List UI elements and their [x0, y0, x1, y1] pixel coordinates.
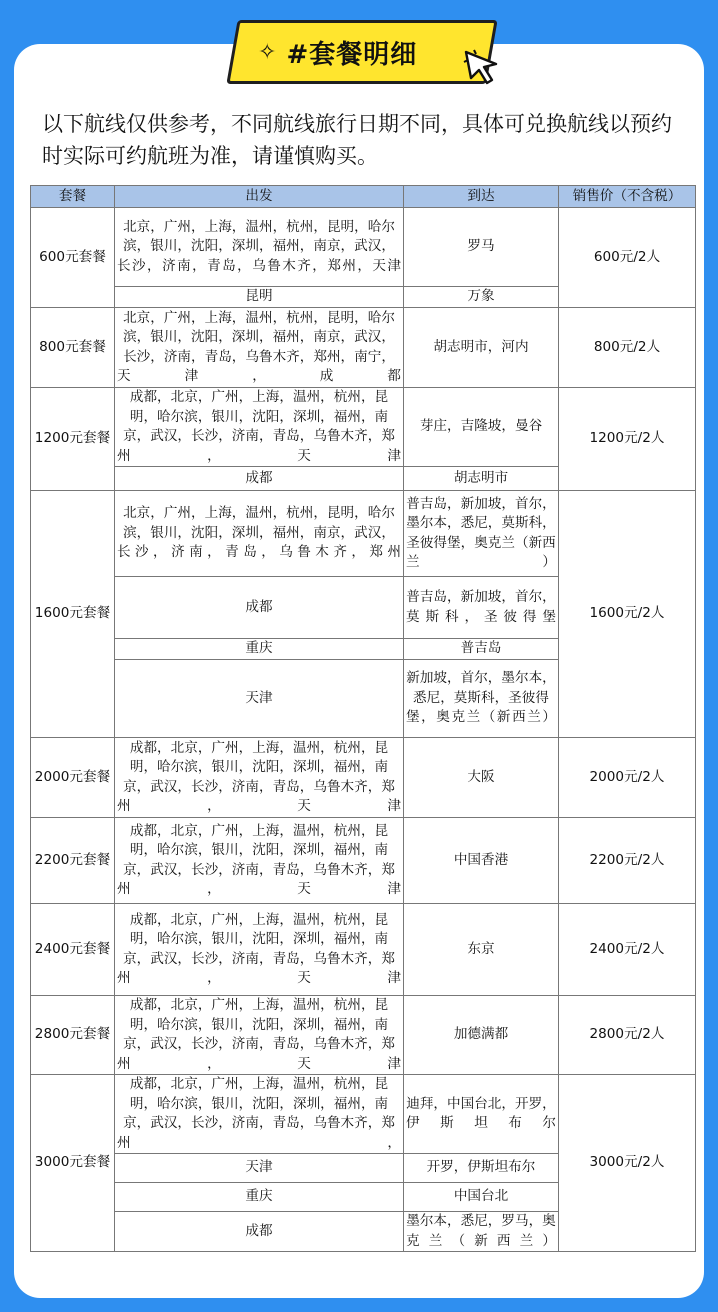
departure-cities: 北京，广州，上海，温州，杭州，昆明，哈尔滨，银川，沈阳，深圳，福州，南京，武汉，长沙，济南，青岛，乌鲁木齐，郑州，天津 [115, 208, 404, 287]
section-title: #套餐明细 [286, 39, 418, 70]
package-name: 2800元套餐 [31, 996, 115, 1075]
package-name: 2000元套餐 [31, 738, 115, 818]
package-price: 800元/2人 [559, 308, 696, 388]
package-price: 1600元/2人 [559, 491, 696, 738]
arrival-cities: 东京 [404, 904, 559, 996]
departure-cities: 成都，北京，广州，上海，温州，杭州，昆明，哈尔滨，银川，沈阳，深圳，福州，南京，武汉，长沙，济南，青岛，乌鲁木齐，郑州，天津 [115, 818, 404, 904]
package-name: 3000元套餐 [31, 1075, 115, 1252]
section-tag [228, 14, 508, 90]
intro-text: 以下航线仅供参考，不同航线旅行日期不同，具体可兑换航线以预约时实际可约航班为准，请谨慎购买。 [42, 112, 672, 168]
arrival-cities: 开罗，伊斯坦布尔 [404, 1154, 559, 1183]
table-row [31, 308, 696, 388]
arrival-cities: 中国香港 [404, 818, 559, 904]
table-row [31, 1075, 696, 1154]
table-row [31, 491, 696, 577]
package-name: 2400元套餐 [31, 904, 115, 996]
arrival-cities: 加德满都 [404, 996, 559, 1075]
table-row [31, 818, 696, 904]
header-package: 套餐 [31, 186, 115, 208]
table-row [31, 208, 696, 287]
header-price: 销售价（不含税） [559, 186, 696, 208]
sparkle-icon: ✧ [258, 39, 277, 65]
departure-cities: 成都，北京，广州，上海，温州，杭州，昆明，哈尔滨，银川，沈阳，深圳，福州，南京，武汉，长沙，济南，青岛，乌鲁木齐，郑州，天津 [115, 904, 404, 996]
arrival-cities: 罗马 [404, 208, 559, 287]
arrival-cities: 胡志明市 [404, 467, 559, 491]
departure-cities: 成都，北京，广州，上海，温州，杭州，昆明，哈尔滨，银川，沈阳，深圳，福州，南京，武汉，长沙，济南，青岛，乌鲁木齐，郑州，天津 [115, 996, 404, 1075]
package-table [30, 185, 696, 1252]
departure-cities: 成都 [115, 467, 404, 491]
departure-cities: 成都，北京，广州，上海，温州，杭州，昆明，哈尔滨，银川，沈阳，深圳，福州，南京，武汉，长沙，济南，青岛，乌鲁木齐，郑州，天津 [115, 388, 404, 467]
package-name: 2200元套餐 [31, 818, 115, 904]
package-price: 2000元/2人 [559, 738, 696, 818]
arrival-cities: 迪拜，中国台北，开罗，伊斯坦布尔 [404, 1075, 559, 1154]
departure-cities: 北京，广州，上海，温州，杭州，昆明，哈尔滨，银川，沈阳，深圳，福州，南京，武汉，长沙，济南，青岛，乌鲁木齐，郑州，南宁，天津，成都 [115, 308, 404, 388]
arrival-cities: 普吉岛 [404, 639, 559, 660]
package-price: 3000元/2人 [559, 1075, 696, 1252]
departure-cities: 成都，北京，广州，上海，温州，杭州，昆明，哈尔滨，银川，沈阳，深圳，福州，南京，武汉，长沙，济南，青岛，乌鲁木齐，郑州， [115, 1075, 404, 1154]
package-name: 800元套餐 [31, 308, 115, 388]
table-header-row [31, 186, 696, 208]
cursor-icon [462, 48, 506, 88]
package-name: 600元套餐 [31, 208, 115, 308]
departure-cities: 成都，北京，广州，上海，温州，杭州，昆明，哈尔滨，银川，沈阳，深圳，福州，南京，武汉，长沙，济南，青岛，乌鲁木齐，郑州，天津 [115, 738, 404, 818]
departure-cities: 成都 [115, 577, 404, 639]
arrival-cities: 普吉岛，新加坡，首尔，墨尔本，悉尼，莫斯科，圣彼得堡，奥克兰（新西兰） [404, 491, 559, 577]
header-arrival: 到达 [404, 186, 559, 208]
package-name: 1600元套餐 [31, 491, 115, 738]
departure-cities: 北京，广州，上海，温州，杭州，昆明，哈尔滨，银川，沈阳，深圳，福州，南京，武汉，长沙，济南，青岛，乌鲁木齐，郑州 [115, 491, 404, 577]
package-price: 2800元/2人 [559, 996, 696, 1075]
header-departure: 出发 [115, 186, 404, 208]
arrival-cities: 万象 [404, 287, 559, 308]
table-row [31, 996, 696, 1075]
package-price: 2400元/2人 [559, 904, 696, 996]
departure-cities: 天津 [115, 1154, 404, 1183]
table-row [31, 388, 696, 467]
arrival-cities: 芽庄，吉隆坡，曼谷 [404, 388, 559, 467]
departure-cities: 天津 [115, 660, 404, 738]
arrival-cities: 新加坡，首尔，墨尔本，悉尼，莫斯科，圣彼得堡，奥克兰（新西兰） [404, 660, 559, 738]
package-price: 1200元/2人 [559, 388, 696, 491]
package-name: 1200元套餐 [31, 388, 115, 491]
arrival-cities: 普吉岛，新加坡，首尔，莫斯科，圣彼得堡 [404, 577, 559, 639]
arrival-cities: 墨尔本，悉尼，罗马，奥克兰（新西兰） [404, 1212, 559, 1252]
departure-cities: 成都 [115, 1212, 404, 1252]
departure-cities: 重庆 [115, 1183, 404, 1212]
arrival-cities: 大阪 [404, 738, 559, 818]
arrival-cities: 中国台北 [404, 1183, 559, 1212]
package-price: 2200元/2人 [559, 818, 696, 904]
arrival-cities: 胡志明市，河内 [404, 308, 559, 388]
departure-cities: 重庆 [115, 639, 404, 660]
table-row [31, 738, 696, 818]
package-price: 600元/2人 [559, 208, 696, 308]
departure-cities: 昆明 [115, 287, 404, 308]
table-row [31, 904, 696, 996]
